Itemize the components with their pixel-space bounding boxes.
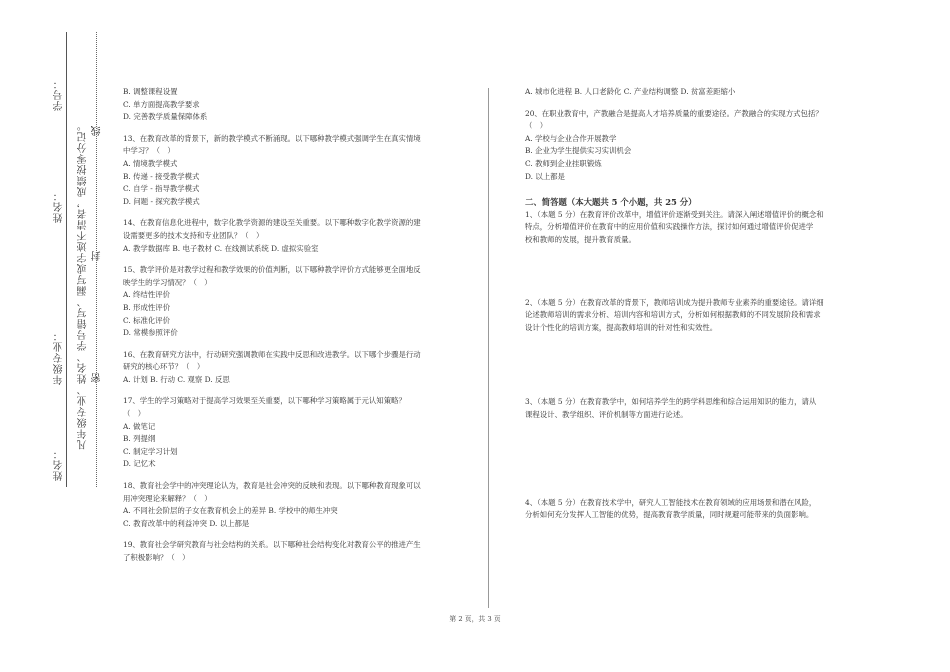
q17-option-d: D. 记忆术 xyxy=(123,459,156,469)
q17-stem-cont: （ ） xyxy=(123,409,146,419)
q20-stem-cont: （ ） xyxy=(525,121,548,131)
q16-stem: 16、在教育研究方法中，行动研究强调教师在实践中反思和改进教学。以下哪个步骤是行动 xyxy=(123,349,421,359)
q20-stem: 20、在职业教育中，产教融合是提高人才培养质量的重要途径。产教融合的实现方式包括？ xyxy=(525,108,823,118)
q13-option-d: D. 问题 - 探究教学模式 xyxy=(123,196,200,206)
seal-feng: 封 xyxy=(92,250,103,261)
q13-option-b: B. 传递 - 接受教学模式 xyxy=(123,171,200,181)
q18-stem: 18、教育社会学中的冲突理论认为，教育是社会冲突的反映和表现。以下哪种教育现象可以 xyxy=(123,481,421,491)
binding-strip xyxy=(0,0,110,672)
q13-option-c: C. 自学 - 指导教学模式 xyxy=(123,184,200,194)
q15-option-c: C. 标准化评价 xyxy=(123,315,171,325)
q19-stem: 19、教育社会学研究教育与社会结构的关系。以下哪种社会结构变化对教育公平的推进产生 xyxy=(123,540,421,550)
left-column xyxy=(123,86,478,565)
q13-stem-cont: 中学习？（ ） xyxy=(123,146,175,156)
q18-options-cd: C. 教育改革中的利益冲突 D. 以上都是 xyxy=(123,518,250,528)
sa1-line-1: 1、（本题 5 分）在教育评价改革中，增值评价逐渐受到关注。请深入阐述增值评价的概念和 xyxy=(525,209,824,219)
q14-stem: 14、在教育信息化进程中，数字化教学资源的建设至关重要。以下哪种数字化教学资源的建 xyxy=(123,218,421,228)
binding-solid-line xyxy=(66,32,67,487)
q12-option-b: B. 调整课程设置 xyxy=(123,87,178,96)
q19-options: A. 城市化进程 B. 人口老龄化 C. 产业结构调整 D. 贫富差距缩小 xyxy=(525,87,736,96)
q18-options-ab: A. 不同社会阶层的子女在教育机会上的差异 B. 学校中的师生冲突 xyxy=(123,506,338,516)
school-label: 姓名： xyxy=(54,448,65,481)
q17-option-c: C. 制定学习计划 xyxy=(123,446,178,456)
q13-stem: 13、在教育改革的背景下，新的教学模式不断涌现。以下哪种教学模式强调学生在真实情境 xyxy=(123,133,421,143)
q14-stem-cont: 设需要更多的技术支持和专业团队？（ ） xyxy=(123,230,264,240)
sa1-line-3: 校和教师的发展，提升教育质量。 xyxy=(525,234,636,244)
q18-stem-cont: 用冲突理论来解释？（ ） xyxy=(123,493,212,503)
name-label: 姓名： xyxy=(54,190,65,223)
q13-option-a: A. 情境教学模式 xyxy=(123,158,178,168)
seal-mi: 密 xyxy=(92,372,103,383)
q19-stem-cont: 了积极影响？（ ） xyxy=(123,553,190,562)
q20-option-d: D. 以上都是 xyxy=(525,171,565,181)
q15-option-d: D. 常模参照评价 xyxy=(123,328,178,338)
right-column xyxy=(525,86,870,522)
q20-option-b: B. 企业为学生提供实习实训机会 xyxy=(525,146,632,156)
id-label: 学号： xyxy=(54,78,65,111)
page-footer: 第 2 页，共 3 页 xyxy=(449,615,501,623)
q15-option-b: B. 形成性评价 xyxy=(123,302,171,312)
binding-warning: 凡年级专业、姓名、学号错写、漏写或字迹不清者，成绩按零分记。 xyxy=(78,120,89,450)
q15-option-a: A. 终结性评价 xyxy=(123,290,170,300)
sa2-line-1: 2、（本题 5 分）在教育改革的背景下，教师培训成为提升教师专业素养的重要途径。请详细 xyxy=(525,297,824,307)
q17-stem: 17、学生的学习策略对于提高学习效果至关重要，以下哪种学习策略属于元认知策略？ xyxy=(123,396,406,406)
column-divider xyxy=(488,88,489,608)
q20-option-a: A. 学校与企业合作开展教学 xyxy=(525,133,617,143)
q12-option-c: C. 单方面提高教学要求 xyxy=(123,99,200,109)
section-title: 二、简答题（本大题共 5 个小题，共 25 分） xyxy=(525,197,697,208)
sa4-line-1: 4、（本题 5 分）在教育技术学中，研究人工智能技术在教育领域的应用场景和潜在风险， xyxy=(525,497,817,507)
sa4-line-2: 分析如何充分发挥人工智能的优势，提高教育教学质量，同时规避可能带来的负面影响。 xyxy=(525,510,814,520)
sa3-line-2: 课程设计、教学组织、评价机制等方面进行论述。 xyxy=(525,409,688,419)
sa2-line-3: 设计个性化的培训方案，提高教师培训的针对性和实效性。 xyxy=(525,322,718,332)
major-label: 年级专业： xyxy=(54,330,65,385)
q12-option-d: D. 完善教学质量保障体系 xyxy=(123,112,208,122)
sa2-line-2: 论述教师培训的需求分析、培训内容和培训方式，分析如何根据教师的不同发展阶段和需求 xyxy=(525,310,821,320)
q16-options: A. 计划 B. 行动 C. 观察 D. 反思 xyxy=(123,374,230,384)
q20-option-c: C. 教师到企业挂职锻炼 xyxy=(525,158,602,168)
q17-option-a: A. 做笔记 xyxy=(123,421,156,431)
seal-xian: 线 xyxy=(92,125,103,136)
q15-stem-cont: 映学生的学习情况？（ ） xyxy=(123,277,212,287)
q14-options: A. 教学数据库 B. 电子教材 C. 在线测试系统 D. 虚拟实验室 xyxy=(123,243,319,253)
q15-stem: 15、教学评价是对教学过程和教学效果的价值判断，以下哪种教学评价方式能够更全面地反 xyxy=(123,265,421,275)
sa1-line-2: 特点，分析增值评价在教育中的应用价值和实践操作方法，探讨如何通过增值评价促进学 xyxy=(525,222,814,232)
q16-stem-cont: 研究的核心环节？（ ） xyxy=(123,362,205,372)
q17-option-b: B. 列提纲 xyxy=(123,434,156,444)
sa3-line-1: 3、（本题 5 分）在教育教学中，如何培养学生的跨学科思维和综合运用知识的能力，请从 xyxy=(525,397,817,407)
binding-dotted-line xyxy=(96,32,97,487)
